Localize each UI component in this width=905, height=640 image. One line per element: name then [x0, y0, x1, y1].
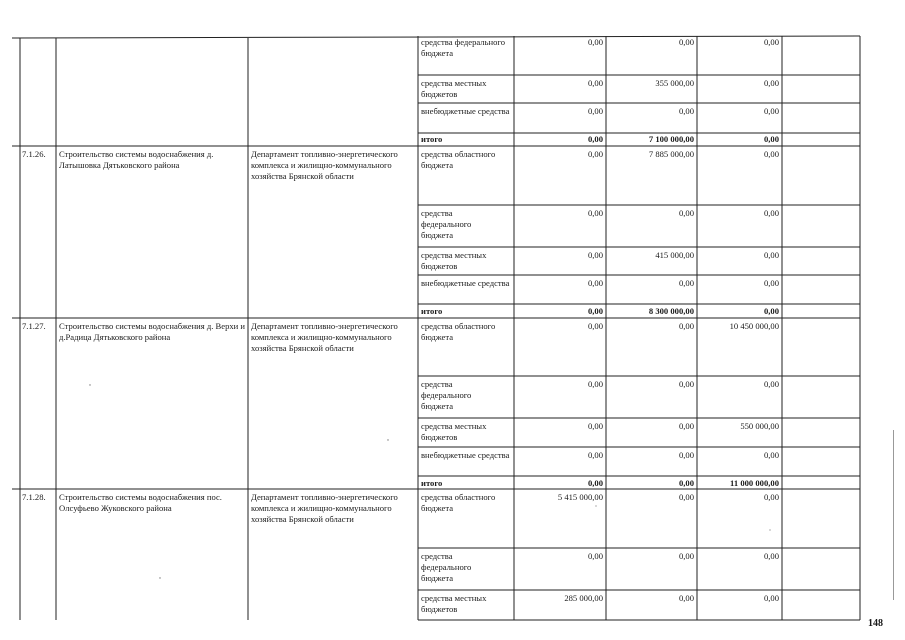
- table-cell-value: 355 000,00: [655, 78, 694, 88]
- row-code: 7.1.26.: [22, 149, 46, 159]
- row-department: Департамент топливно-энергетического комплекса и жилищно-коммунального хозяйства Брянской области: [251, 149, 398, 181]
- table-cell-value: 550 000,00: [740, 421, 779, 431]
- table-cell-value: 0,00: [587, 321, 603, 331]
- row-department: Департамент топливно-энергетического комплекса и жилищно-коммунального хозяйства Брянской области: [251, 492, 398, 524]
- table-cell-value: 10 450 000,00: [729, 321, 779, 331]
- table-cell-value: 0,00: [678, 593, 694, 603]
- table-cell-value: 0,00: [763, 492, 779, 502]
- table-cell-value: 5 415 000,00: [557, 492, 603, 502]
- table-cell-total: 0,00: [587, 306, 603, 316]
- source-label: внебюджетные средства: [421, 106, 510, 116]
- table-cell-value: 0,00: [678, 379, 694, 389]
- table-cell-value: 0,00: [587, 149, 603, 159]
- source-label: средства местных бюджетов: [421, 593, 487, 614]
- table-cell-value: 0,00: [678, 106, 694, 116]
- table-cell-value: 0,00: [587, 78, 603, 88]
- table-cell-value: 0,00: [678, 492, 694, 502]
- table-cell-value: 0,00: [763, 593, 779, 603]
- row-title: Строительство системы водоснабжения д. Верхи и д.Радица Дятьковского района: [59, 321, 246, 342]
- total-label: итого: [421, 478, 443, 488]
- table-cell-total: 0,00: [678, 478, 694, 488]
- table-cell-value: 0,00: [587, 37, 603, 47]
- source-label: средства местных бюджетов: [421, 250, 487, 271]
- source-label: средства федерального бюджета: [421, 208, 472, 240]
- table-cell-value: 0,00: [763, 78, 779, 88]
- scan-edge-line: [893, 430, 894, 600]
- source-label: средства местных бюджетов: [421, 78, 487, 99]
- table-cell-value: 0,00: [678, 278, 694, 288]
- table-cell-value: 0,00: [587, 379, 603, 389]
- table-cell-value: 0,00: [763, 450, 779, 460]
- table-cell-value: 0,00: [763, 250, 779, 260]
- table-cell-value: 0,00: [763, 551, 779, 561]
- source-label: внебюджетные средства: [421, 278, 510, 288]
- table-cell-total: 0,00: [587, 134, 603, 144]
- source-label: средства областного бюджета: [421, 492, 496, 513]
- table-cell-total: 0,00: [587, 478, 603, 488]
- table-cell-value: 0,00: [678, 551, 694, 561]
- source-label: внебюджетные средства: [421, 450, 510, 460]
- table-cell-total: 8 300 000,00: [648, 306, 694, 316]
- table-cell-value: 0,00: [678, 421, 694, 431]
- table-cell-value: 0,00: [587, 421, 603, 431]
- page-number: 148: [868, 618, 883, 629]
- table-cell-value: 0,00: [587, 278, 603, 288]
- source-label: средства областного бюджета: [421, 321, 496, 342]
- total-label: итого: [421, 306, 443, 316]
- source-label: средства федерального бюджета: [421, 551, 472, 583]
- table-cell-value: 0,00: [763, 37, 779, 47]
- table-cell-value: 7 885 000,00: [648, 149, 694, 159]
- table-cell-value: 0,00: [678, 450, 694, 460]
- table-cell-value: 0,00: [587, 551, 603, 561]
- table-cell-value: 0,00: [587, 208, 603, 218]
- row-code: 7.1.28.: [22, 492, 46, 502]
- row-department: Департамент топливно-энергетического комплекса и жилищно-коммунального хозяйства Брянской области: [251, 321, 398, 353]
- table-cell-value: 0,00: [587, 106, 603, 116]
- table-cell-value: 0,00: [763, 278, 779, 288]
- table-cell-value: 0,00: [587, 250, 603, 260]
- row-title: Строительство системы водоснабжения д. Латышовка Дятьковского района: [59, 149, 214, 170]
- table-cell-value: 0,00: [763, 106, 779, 116]
- row-code: 7.1.27.: [22, 321, 46, 331]
- source-label: средства федерального бюджета: [421, 37, 506, 58]
- table-cell-total: 7 100 000,00: [648, 134, 694, 144]
- table-cell-value: 0,00: [678, 37, 694, 47]
- total-label: итого: [421, 134, 443, 144]
- table-cell-value: 285 000,00: [564, 593, 603, 603]
- table-cell-value: 415 000,00: [655, 250, 694, 260]
- table-cell-total: 0,00: [763, 306, 779, 316]
- row-title: Строительство системы водоснабжения пос. Олсуфьево Жуковского района: [59, 492, 222, 513]
- table-cell-value: 0,00: [763, 149, 779, 159]
- table-cell-value: 0,00: [678, 208, 694, 218]
- source-label: средства федерального бюджета: [421, 379, 472, 411]
- table-cell-value: 0,00: [678, 321, 694, 331]
- table-cell-value: 0,00: [587, 450, 603, 460]
- source-label: средства областного бюджета: [421, 149, 496, 170]
- table-cell-value: 0,00: [763, 379, 779, 389]
- table-cell-total: 11 000 000,00: [730, 478, 779, 488]
- table-cell-value: 0,00: [763, 208, 779, 218]
- table-cell-total: 0,00: [763, 134, 779, 144]
- source-label: средства местных бюджетов: [421, 421, 487, 442]
